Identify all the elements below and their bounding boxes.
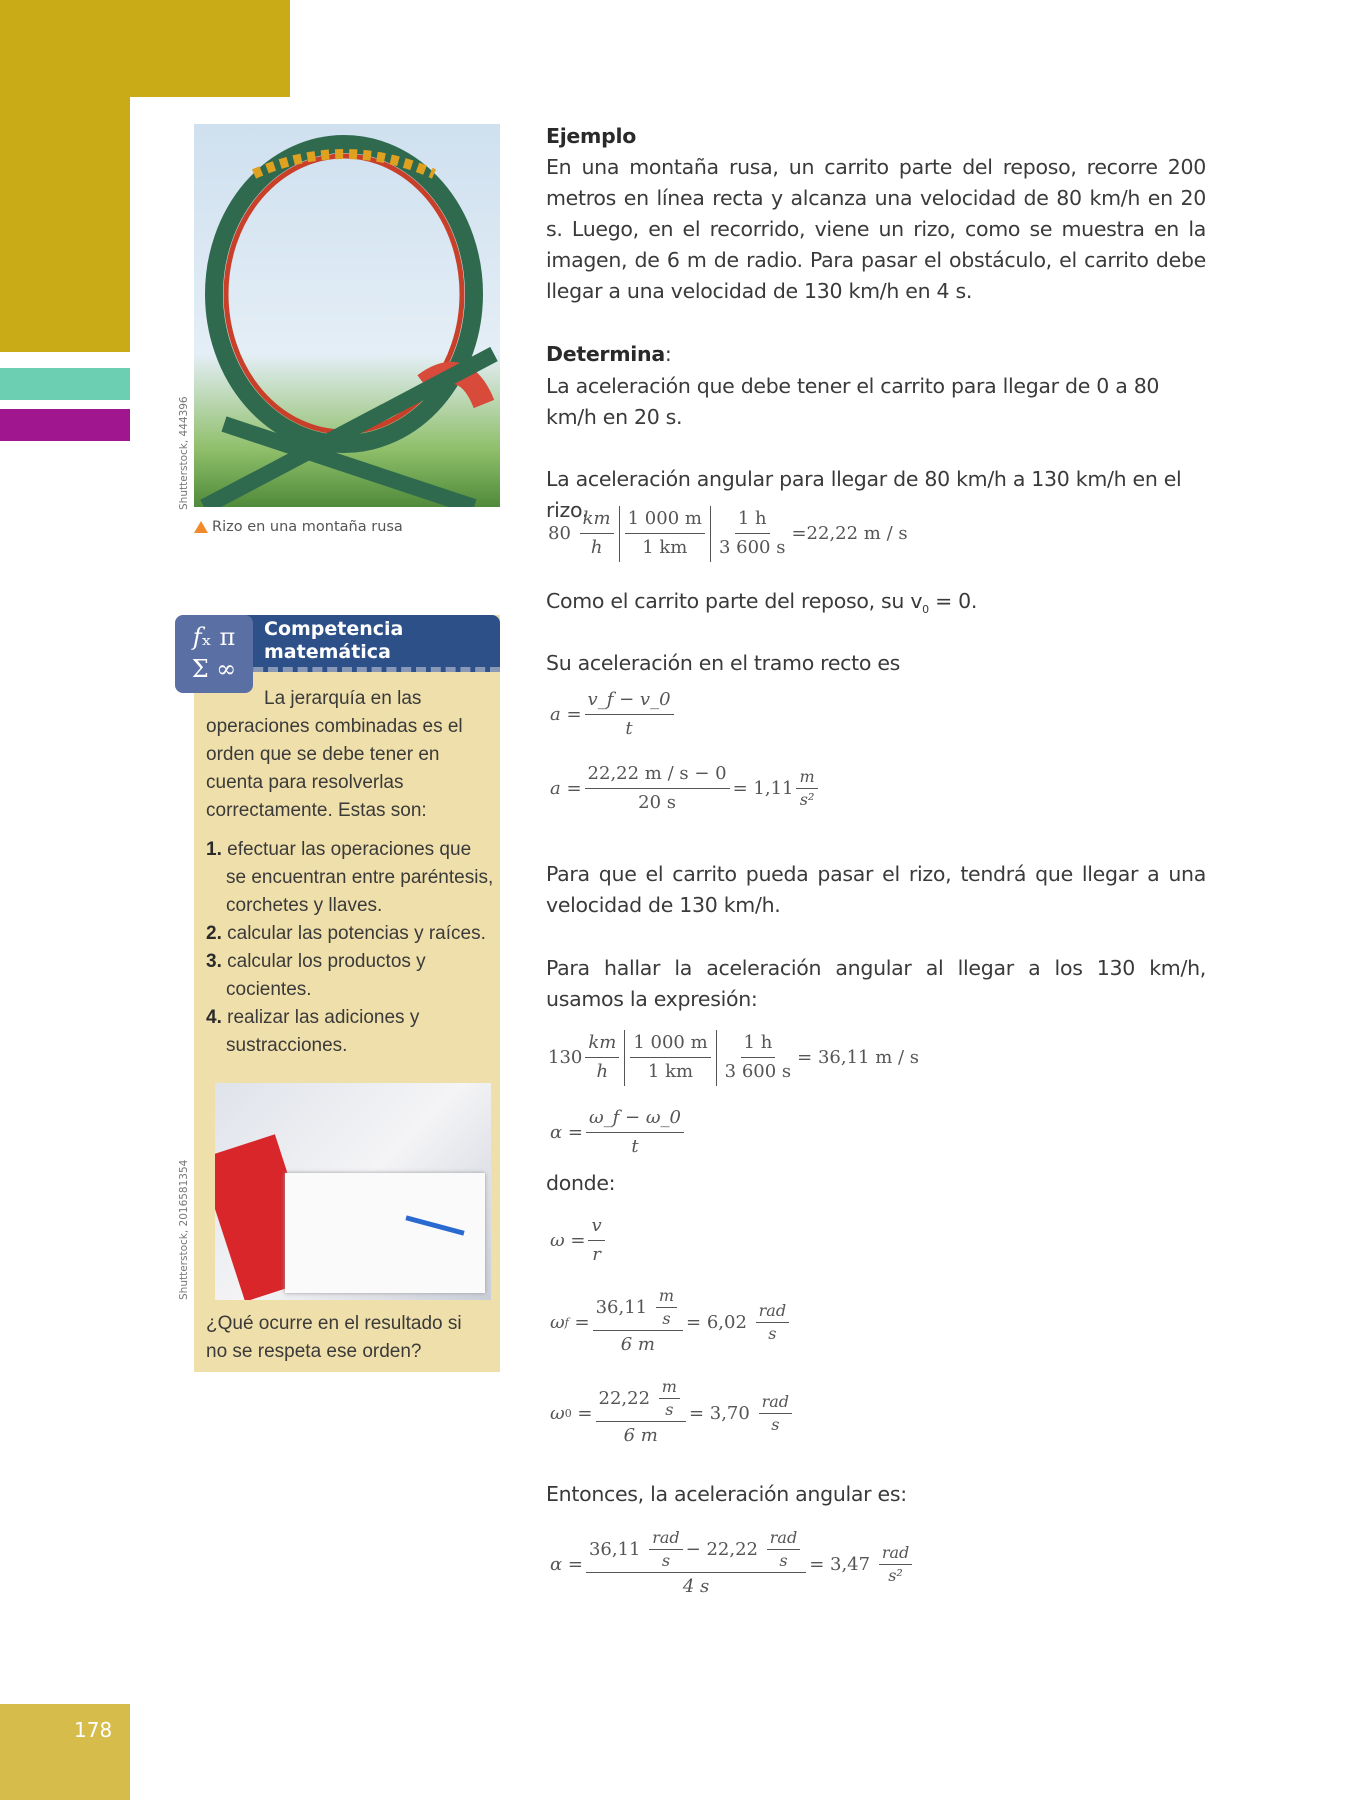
conversion-130: 130 $\frac{km}{h}$ $\frac{1 000 m}{1 km}$ $\frac{1 h}{3 600 s}$ = 36,11 m / s: [548, 1029, 919, 1086]
question-2: La aceleración angular para llegar de 80 km/h a 130 km/h en el rizo.: [546, 467, 1182, 522]
hallar-text: Para hallar la aceleración angular al llegar a los 130 km/h, usamos la expresión:: [546, 956, 1206, 1011]
competencia-intro: La jerarquía en las operaciones combinadas es el orden que se debe tener en cuenta para resolverlas correctamente. Estas son:: [206, 688, 463, 821]
competencia-title-2: matemática: [264, 641, 391, 663]
notebook-photo-credit: Shutterstock, 2016581354: [178, 1159, 190, 1300]
competencia-list: [206, 836, 496, 1060]
caption-text: Rizo en una montaña rusa: [212, 519, 403, 535]
math-symbols-icon: 𝑓ₓ π Σ ∞: [175, 615, 253, 693]
notebook-photo: [215, 1083, 491, 1300]
formula-omega-0: ω 0 = 22,22 $\frac{m}{s}$ 6 m = 3,70 $\frac{\text{rad}}{s}$: [550, 1376, 795, 1450]
rizo-text: Para que el carrito pueda pasar el rizo, tendrá que llegar a una velocidad de 130 km/h.: [546, 862, 1206, 917]
formula-alpha-final: α = 36,11 $\frac{\text{rad}}{s}$ − 22,22 $\frac{\text{rad}}{s}$ 4 s = 3,47 $\frac{\text{rad}}{\text{s²}}$: [550, 1527, 915, 1601]
gold-side-band: [0, 97, 130, 352]
list-item: 2. calcular las potencias y raíces.: [206, 923, 486, 944]
teal-stripe: [0, 368, 130, 400]
list-item: 1. efectuar las operaciones que se encuentran entre paréntesis, corchetes y llaves.: [206, 839, 494, 916]
ejemplo-text: En una montaña rusa, un carrito parte del reposo, recorre 200 metros en línea recta y alcanza una velocidad de 80 km/h en 20 s. Luego, en el recorrido, viene un rizo, como se muestra en la imagen, de 6 m de radio. Para pasar el obstáculo, el carrito debe llegar a una velocidad de 130 km/h en 4 s.: [546, 155, 1206, 303]
page-number-box: [0, 1704, 130, 1800]
formula-alpha: α = $\frac{\omega\_f - \omega\_0}{t}$: [550, 1104, 687, 1161]
list-item: 3. calcular los productos y cocientes.: [206, 951, 426, 1000]
ejemplo-title: Ejemplo: [546, 124, 636, 148]
reposo-text: Como el carrito parte del reposo, su $v_0 = 0$.: [546, 589, 978, 617]
page-number: 178: [74, 1718, 113, 1742]
roller-coaster-photo: [194, 124, 500, 507]
donde-label: donde:: [546, 1171, 616, 1195]
question-1: La aceleración que debe tener el carrito para llegar de 0 a 80 km/h en 20 s.: [546, 374, 1160, 429]
formula-a: a = $\frac{v\_f - v\_0}{t}$: [550, 686, 677, 743]
determina-heading: Determina:: [546, 342, 672, 366]
magenta-stripe: [0, 409, 130, 441]
triangle-icon: [194, 521, 208, 533]
photo-credit: Shutterstock, 444396: [178, 396, 190, 510]
tramo-text: Su aceleración en el tramo recto es: [546, 651, 901, 675]
entonces-text: Entonces, la aceleración angular es:: [546, 1482, 907, 1506]
formula-omega-f: ω f = 36,11 $\frac{m}{s}$ 6 m = 6,02 $\frac{\text{rad}}{s}$: [550, 1285, 792, 1359]
competencia-title-1: Competencia: [264, 618, 404, 640]
formula-omega: ω = $\frac{v}{r}$: [550, 1212, 608, 1269]
list-item: 4. realizar las adiciones y sustracciones.: [206, 1007, 420, 1056]
conversion-80: 80 $\frac{km}{h}$ $\frac{1 000 m}{1 km}$ $\frac{1 h}{3 600 s}$ =22,22 m / s: [548, 505, 908, 562]
gold-corner-band: [0, 0, 290, 97]
photo-caption: [194, 519, 403, 535]
formula-a-value: a = $\frac{22,22 m / s - 0}{20 s}$ = 1,11 $\frac{m}{\text{s²}}$: [550, 760, 821, 817]
competencia-question: ¿Qué ocurre en el resultado si no se respeta ese orden?: [206, 1313, 462, 1362]
